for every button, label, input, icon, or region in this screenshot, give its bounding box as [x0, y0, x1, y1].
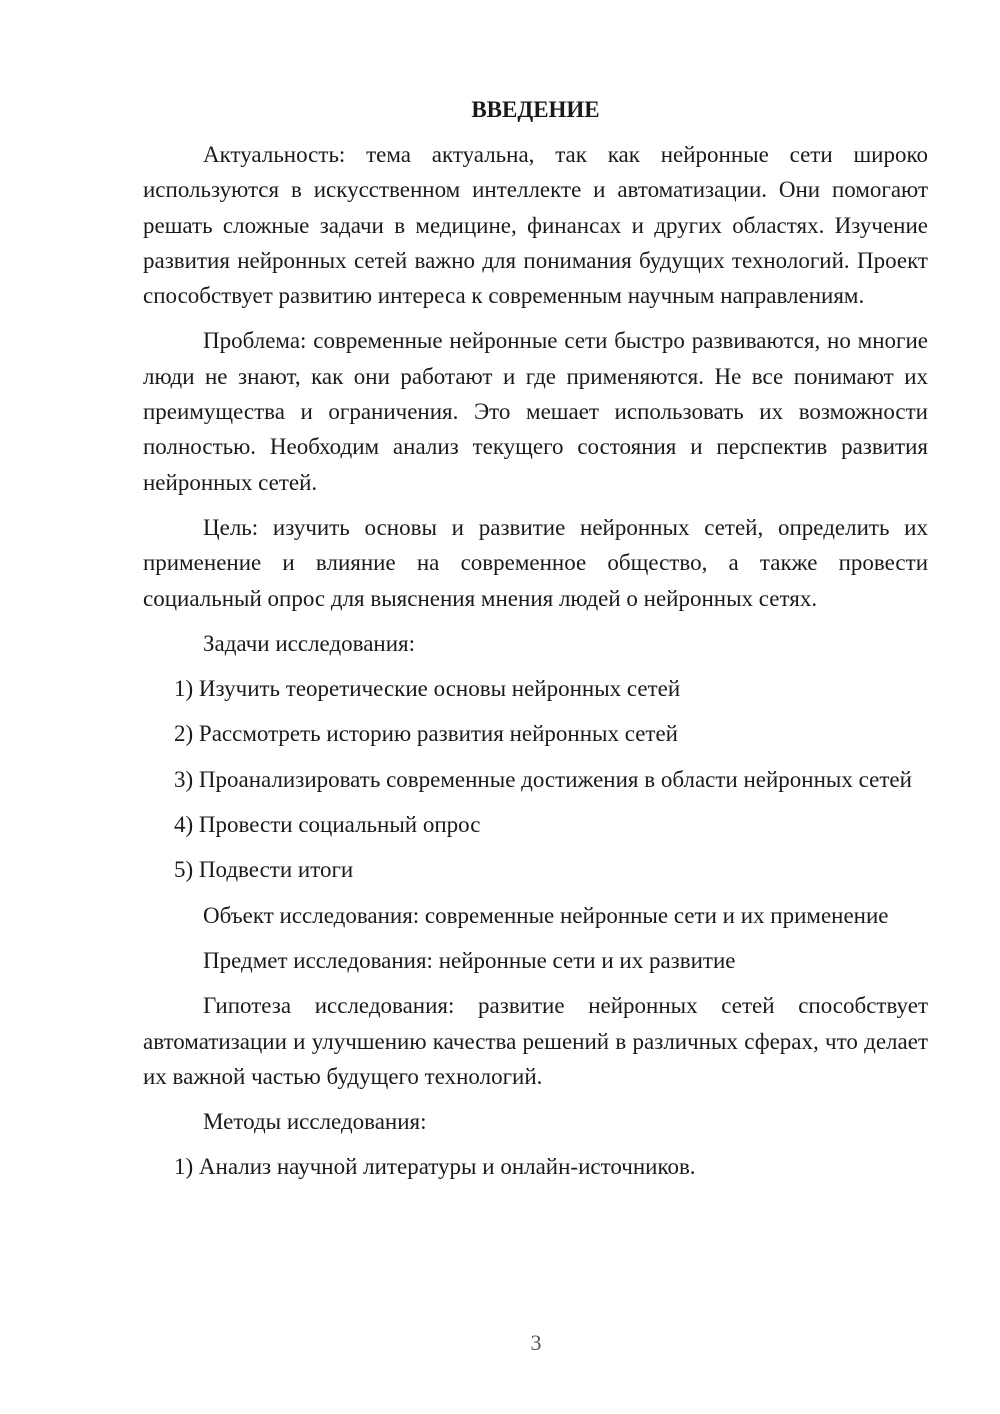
goal-paragraph: Цель: изучить основы и развитие нейронных сетей, определить их применение и влияние на современное общество, а также провести социальный опрос для выяснения мнения людей о нейронных сетях. — [143, 514, 928, 611]
method-item: 1) Анализ научной литературы и онлайн-источников. — [174, 1154, 696, 1180]
methods-heading: Методы исследования: — [203, 1109, 427, 1135]
task-item: 5) Подвести итоги — [174, 857, 354, 883]
object-paragraph: Объект исследования: современные нейронные сети и их применение — [203, 902, 889, 928]
document-page — [143, 92, 928, 1195]
hypothesis-paragraph: Гипотеза исследования: развитие нейронных сетей способствует автоматизации и улучшению качества решений в различных сферах, что делает их важной частью будущего технологий. — [143, 993, 928, 1089]
tasks-heading: Задачи исследования: — [203, 630, 416, 656]
subject-paragraph: Предмет исследования: нейронные сети и их развитие — [203, 947, 736, 973]
relevance-paragraph: Актуальность: тема актуальна, так как нейронные сети широко используются в искусственном интеллекте и автоматизации. Они помогают решать сложные задачи в медицине, финансах и других областях. Изучение развития нейронных сетей важно для понимания будущих технологий. Проект способствует развитию интереса к современным научным направлениям. — [143, 142, 928, 309]
page-number: 3 — [530, 1330, 542, 1355]
section-title: ВВЕДЕНИЕ — [471, 97, 600, 122]
task-item: 1) Изучить теоретические основы нейронных сетей — [174, 676, 681, 702]
task-item: 3) Проанализировать современные достижения в области нейронных сетей — [174, 766, 912, 792]
problem-paragraph: Проблема: современные нейронные сети быстро развиваются, но многие люди не знают, как они работают и где применяются. Не все понимают их преимущества и ограничения. Это мешает использовать их возможности полностью. Необходим анализ текущего состояния и перспектив развития нейронных сетей. — [143, 328, 928, 495]
task-item: 2) Рассмотреть историю развития нейронных сетей — [174, 721, 678, 747]
task-item: 4) Провести социальный опрос — [174, 812, 481, 838]
